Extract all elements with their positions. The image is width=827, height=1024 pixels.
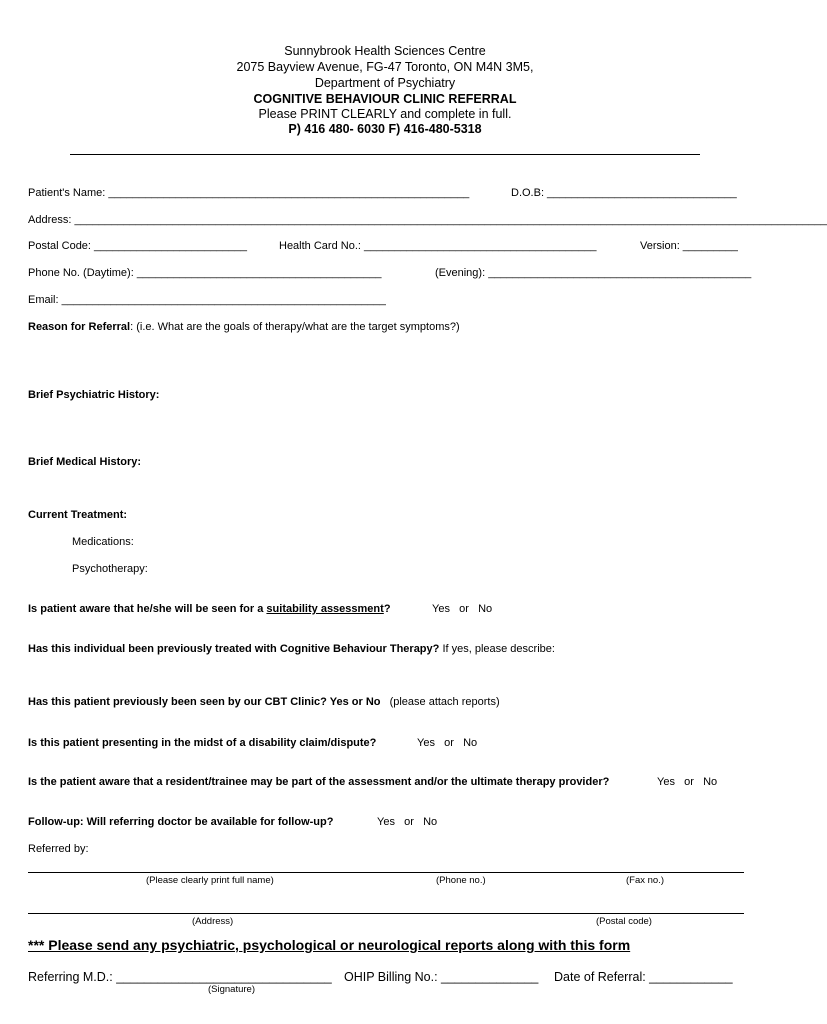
clinic-address: 2075 Bayview Avenue, FG-47 Toronto, ON M4N 3M5, — [236, 60, 534, 74]
email-field[interactable]: Email: _____________________________________________________ — [28, 294, 386, 306]
referrer-phone-caption: (Phone no.) — [436, 875, 486, 886]
signature-caption: (Signature) — [208, 984, 255, 995]
psychotherapy-label: Psychotherapy: — [72, 563, 148, 575]
current-treatment-label: Current Treatment: — [28, 509, 128, 521]
patient-name-field[interactable]: Patient's Name: ___________________________________________________________ — [28, 187, 470, 199]
referrer-name-caption: (Please clearly print full name) — [146, 875, 274, 886]
referred-by-label: Referred by: — [28, 843, 89, 855]
version-field[interactable]: Version: _________ — [640, 240, 738, 252]
referrer-fax-caption: (Fax no.) — [626, 875, 665, 886]
form-instruction: Please PRINT CLEARLY and complete in full. — [258, 107, 512, 121]
question-suitability-text: Is patient aware that he/she will be seen for a — [28, 603, 267, 615]
question-seen-by-clinic — [28, 696, 500, 708]
disability-yes-no[interactable]: Yes or No — [417, 737, 478, 749]
medications-label: Medications: — [72, 536, 134, 548]
header-divider — [70, 154, 700, 155]
question-disability-claim: Is this patient presenting in the midst of a disability claim/dispute? — [28, 737, 377, 749]
question-prior-cbt — [28, 643, 555, 655]
clinic-name: Sunnybrook Health Sciences Centre — [284, 44, 486, 58]
follow-up-yes-no[interactable]: Yes or No — [377, 816, 438, 828]
referrer-name-line[interactable] — [28, 872, 744, 873]
suitability-yes-no[interactable]: Yes or No — [432, 603, 493, 615]
referring-md-field[interactable]: Referring M.D.: _______________________________ — [28, 970, 332, 984]
department: Department of Psychiatry — [314, 76, 456, 90]
referrer-address-caption: (Address) — [192, 916, 234, 927]
ohip-billing-field[interactable]: OHIP Billing No.: ______________ — [344, 970, 539, 984]
clinic-contact: P) 416 480- 6030 F) 416-480-5318 — [288, 122, 482, 136]
question-suitability — [28, 603, 391, 615]
form-title: COGNITIVE BEHAVIOUR CLINIC REFERRAL — [253, 92, 517, 106]
phone-daytime-field[interactable]: Phone No. (Daytime): ________________________________________ — [28, 267, 382, 279]
referrer-postal-caption: (Postal code) — [596, 916, 652, 927]
attach-reports-note: (please attach reports) — [389, 696, 500, 708]
suitability-assessment-term: suitability assessment — [266, 603, 384, 615]
dob-field[interactable]: D.O.B: _______________________________ — [511, 187, 737, 199]
reports-notice: *** Please send any psychiatric, psychological or neurological reports along with this form — [28, 937, 631, 953]
reason-for-referral — [28, 321, 460, 333]
question-resident-trainee: Is the patient aware that a resident/trainee may be part of the assessment and/or the ultimate therapy provider? — [28, 776, 610, 788]
question-follow-up: Follow-up: Will referring doctor be available for follow-up? — [28, 816, 334, 828]
postal-code-field[interactable]: Postal Code: _________________________ — [28, 240, 247, 252]
question-mark: ? — [383, 603, 391, 615]
psych-history-label: Brief Psychiatric History: — [28, 389, 160, 401]
reason-hint: : (i.e. What are the goals of therapy/what are the target symptoms?) — [130, 321, 460, 333]
date-of-referral-field[interactable]: Date of Referral: ____________ — [554, 970, 733, 984]
medical-history-label: Brief Medical History: — [28, 456, 142, 468]
address-field[interactable]: Address: ___________________________________________________________________________________________________________________________ — [28, 214, 827, 226]
question-seen-by-clinic-text: Has this patient previously been seen by our CBT Clinic? Yes or No — [28, 696, 381, 708]
question-prior-cbt-text: Has this individual been previously treated with Cognitive Behaviour Therapy? — [28, 643, 440, 655]
referrer-address-line[interactable] — [28, 913, 744, 914]
phone-evening-field[interactable]: (Evening): ___________________________________________ — [435, 267, 752, 279]
resident-yes-no[interactable]: Yes or No — [657, 776, 718, 788]
question-prior-cbt-hint: If yes, please describe: — [442, 643, 555, 655]
reason-label: Reason for Referral — [28, 321, 131, 333]
health-card-field[interactable]: Health Card No.: ______________________________________ — [279, 240, 597, 252]
